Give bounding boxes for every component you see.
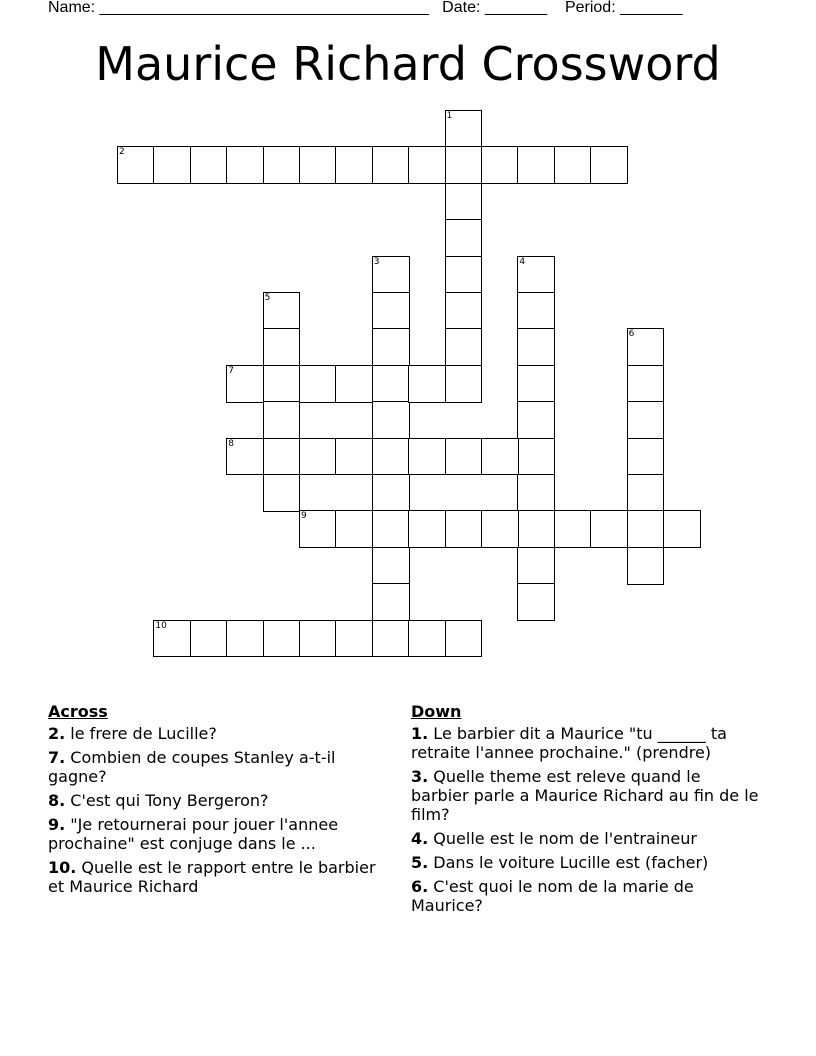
grid-cell[interactable] (445, 438, 483, 476)
across-clues (48, 702, 393, 901)
grid-cell[interactable] (263, 620, 301, 658)
grid-cell[interactable] (372, 146, 410, 184)
grid-cell[interactable] (445, 510, 483, 548)
grid-cell[interactable] (481, 510, 519, 548)
grid-cell[interactable] (263, 438, 301, 476)
grid-cell[interactable] (627, 438, 665, 476)
grid-cell[interactable] (226, 620, 264, 658)
grid-cell[interactable] (554, 510, 592, 548)
grid-cell[interactable] (517, 256, 555, 294)
period-label: Period: (564, 0, 621, 16)
grid-cell[interactable] (445, 328, 483, 366)
clue-number: 5 (264, 293, 271, 303)
grid-cell[interactable] (445, 110, 483, 148)
grid-cell[interactable] (445, 183, 483, 221)
grid-cell[interactable] (590, 510, 628, 548)
grid-cell[interactable] (627, 365, 665, 403)
clue-number: 6 (628, 329, 635, 340)
grid-cell[interactable] (372, 328, 410, 366)
grid-cell[interactable] (517, 583, 555, 621)
grid-cell[interactable] (481, 438, 519, 476)
clue-down-5: 5. Dans le voiture Lucille est (facher) (411, 853, 709, 872)
clue-number: 4 (519, 256, 526, 267)
grid-cell[interactable] (372, 474, 410, 512)
grid-cell[interactable] (372, 547, 410, 585)
grid-cell[interactable] (153, 620, 191, 658)
grid-cell[interactable] (117, 146, 155, 184)
grid-cell[interactable] (408, 365, 446, 403)
grid-cell[interactable] (372, 438, 410, 476)
across-heading: Across (48, 702, 108, 721)
grid-cell[interactable] (299, 510, 337, 548)
grid-cell[interactable] (517, 547, 555, 585)
grid-cell[interactable] (408, 510, 446, 548)
grid-cell[interactable] (590, 146, 628, 184)
grid-cell[interactable] (335, 510, 373, 548)
grid-cell[interactable] (627, 401, 665, 439)
grid-cell[interactable] (445, 256, 483, 294)
clue-down-3: 3. Quelle theme est releve quand le barbier parle a Maurice Richard au fin de le film? (411, 767, 759, 824)
clue-number: 3 (373, 256, 380, 267)
clue-number: 9 (301, 511, 307, 522)
grid-cell[interactable] (517, 438, 555, 476)
grid-cell[interactable] (517, 365, 555, 403)
grid-cell[interactable] (299, 620, 337, 658)
grid-cell[interactable] (226, 438, 264, 476)
clue-across-8: 8. C'est qui Tony Bergeron? (48, 791, 269, 810)
grid-cell[interactable] (190, 146, 228, 184)
grid-cell[interactable] (153, 146, 191, 184)
grid-cell[interactable] (517, 474, 555, 512)
clue-across-10: 10. Quelle est le rapport entre le barbier et Maurice Richard (48, 858, 376, 896)
grid-cell[interactable] (226, 365, 264, 403)
name-blank[interactable]: _____________________________________ (99, 0, 429, 16)
clue-across-2: 2. le frere de Lucille? (48, 724, 217, 743)
grid-cell[interactable] (627, 547, 665, 585)
grid-cell[interactable] (445, 365, 483, 403)
grid-cell[interactable] (335, 438, 373, 476)
grid-cell[interactable] (372, 365, 410, 403)
grid-cell[interactable] (408, 438, 446, 476)
grid-cell[interactable] (335, 620, 373, 658)
grid-cell[interactable] (263, 365, 301, 403)
grid-cell[interactable] (517, 401, 555, 439)
grid-cell[interactable] (226, 146, 264, 184)
date-blank[interactable]: _______ (484, 0, 548, 16)
clue-across-7: 7. Combien de coupes Stanley a-t-il gagne? (48, 748, 336, 786)
grid-cell[interactable] (408, 146, 446, 184)
grid-cell[interactable] (445, 146, 483, 184)
grid-cell[interactable] (372, 510, 410, 548)
grid-cell[interactable] (263, 474, 301, 512)
name-label: Name: (48, 0, 100, 16)
grid-cell[interactable] (627, 328, 665, 366)
clue-number: 8 (228, 438, 234, 449)
clue-down-6: 6. C'est quoi le nom de la marie de Maurice? (411, 877, 694, 915)
grid-cell[interactable] (445, 219, 483, 257)
grid-cell[interactable] (372, 583, 410, 621)
grid-cell[interactable] (299, 365, 337, 403)
grid-cell[interactable] (372, 292, 410, 330)
grid-cell[interactable] (627, 474, 665, 512)
grid-cell[interactable] (299, 146, 337, 184)
clue-number: 2 (119, 147, 125, 158)
grid-cell[interactable] (263, 401, 301, 439)
grid-cell[interactable] (445, 292, 483, 330)
clue-number: 10 (155, 620, 167, 631)
grid-cell[interactable] (554, 146, 592, 184)
grid-cell[interactable] (408, 620, 446, 658)
grid-cell[interactable] (335, 146, 373, 184)
grid-cell[interactable] (263, 292, 301, 330)
clue-number: 7 (228, 365, 234, 376)
down-clues (411, 702, 761, 920)
grid-cell[interactable] (299, 438, 337, 476)
grid-cell[interactable] (372, 401, 410, 439)
grid-cell[interactable] (445, 620, 483, 658)
grid-cell[interactable] (517, 328, 555, 366)
clue-across-9: 9. "Je retournerai pour jouer l'annee prochaine" est conjuge dans le ... (48, 815, 339, 853)
grid-cell[interactable] (372, 256, 410, 294)
grid-cell[interactable] (663, 510, 701, 548)
grid-cell[interactable] (372, 620, 410, 658)
clue-down-4: 4. Quelle est le nom de l'entraineur (411, 829, 697, 848)
grid-cell[interactable] (627, 510, 665, 548)
clue-number: 1 (446, 111, 453, 121)
grid-cell[interactable] (263, 146, 301, 184)
grid-cell[interactable] (517, 146, 555, 184)
grid-cell[interactable] (517, 292, 555, 330)
page-title: Maurice Richard Crossword (95, 37, 721, 91)
clue-down-1: 1. Le barbier dit a Maurice "tu ______ ta retraite l'annee prochaine." (prendre) (411, 724, 727, 762)
grid-cell[interactable] (335, 365, 373, 403)
grid-cell[interactable] (481, 146, 519, 184)
grid-cell[interactable] (263, 328, 301, 366)
grid-cell[interactable] (190, 620, 228, 658)
grid-cell[interactable] (517, 510, 555, 548)
period-blank[interactable]: _______ (620, 0, 683, 16)
down-heading: Down (411, 702, 462, 721)
date-label: Date: (442, 0, 485, 16)
